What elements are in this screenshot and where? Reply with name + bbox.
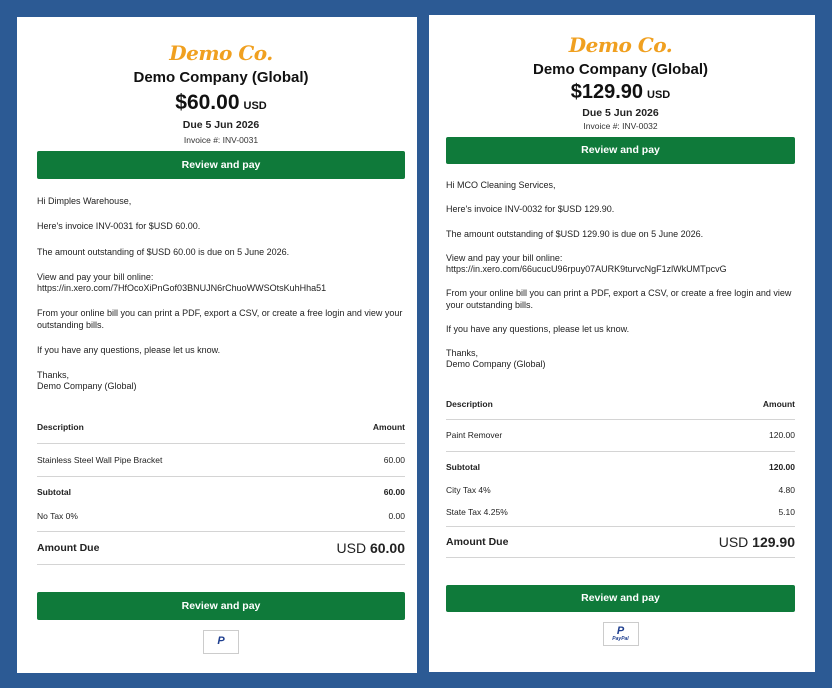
invoice-email-right	[429, 15, 815, 672]
message-line: From your online bill you can print a PDF, export a CSV, or create a free login and view your outstanding bills.	[446, 288, 792, 310]
bill-link[interactable]: https://in.xero.com/7HfOcoXiPnGof03BNUJN6rChuoWWSOtsKuhHha51	[37, 283, 327, 293]
message-line: View and pay your bill online:	[446, 252, 563, 263]
paypal-wordmark: PayPal	[612, 635, 629, 642]
message-line: Here's invoice INV-0031 for $USD 60.00.	[37, 221, 201, 232]
invoice-number: Invoice #: INV-0031	[183, 135, 259, 145]
amount-due-row	[446, 527, 795, 557]
table-row	[446, 420, 795, 451]
amount-due-row	[37, 532, 405, 564]
amount-due-currency: USD	[336, 539, 367, 556]
subtotal-value: 60.00	[383, 486, 405, 497]
review-and-pay-button[interactable]: Review and pay	[37, 151, 405, 179]
due-date: Due 5 Jun 2026	[182, 119, 260, 131]
amount-value: $60.00	[175, 91, 240, 114]
invoice-number: Invoice #: INV-0032	[583, 121, 658, 131]
amount-due-value: 129.90	[752, 533, 795, 550]
subtotal-label: Subtotal	[446, 461, 480, 472]
item-amount: 120.00	[769, 430, 795, 440]
subtotal-row	[446, 452, 795, 482]
invoice-amount	[37, 91, 405, 119]
tax-amount: 0.00	[388, 510, 405, 521]
thanks: Thanks,	[37, 370, 70, 380]
greeting: Hi Dimples Warehouse,	[37, 196, 132, 206]
amount-due-currency: USD	[718, 533, 749, 550]
tax-amount: 4.80	[778, 484, 795, 495]
review-and-pay-button[interactable]: Review and pay	[446, 137, 795, 164]
tax-label: State Tax 4.25%	[446, 506, 508, 517]
message-line: The amount outstanding of $USD 60.00 is due on 5 June 2026.	[37, 246, 290, 257]
signoff: Demo Company (Global)	[37, 381, 137, 392]
company-name: Demo Company (Global)	[133, 69, 309, 86]
col-description: Description	[37, 421, 84, 432]
amount-currency: USD	[243, 100, 267, 112]
message-line: View and pay your bill online:	[37, 271, 154, 282]
paypal-icon: P	[616, 624, 625, 637]
review-and-pay-button-bottom[interactable]: Review and pay	[446, 585, 795, 612]
paypal-badge[interactable]	[603, 622, 639, 646]
tax-label: City Tax 4%	[446, 484, 491, 495]
col-description: Description	[446, 398, 493, 409]
thanks: Thanks,	[446, 348, 479, 358]
table-header	[446, 396, 795, 412]
subtotal-value: 120.00	[769, 461, 795, 472]
tax-label: No Tax 0%	[37, 510, 78, 521]
tax-row	[446, 482, 795, 498]
tax-row	[37, 507, 405, 525]
item-description: Paint Remover	[446, 430, 503, 440]
item-description: Stainless Steel Wall Pipe Bracket	[37, 454, 163, 465]
subtotal-label: Subtotal	[37, 486, 71, 497]
invoice-email-left	[17, 17, 417, 673]
message-line: From your online bill you can print a PDF, export a CSV, or create a free login and view your outstanding bills.	[37, 308, 403, 330]
table-header	[37, 419, 405, 435]
message-line: Here's invoice INV-0032 for $USD 129.90.	[446, 204, 615, 215]
message-line: The amount outstanding of $USD 129.90 is due on 5 June 2026.	[446, 228, 704, 239]
due-date: Due 5 Jun 2026	[582, 107, 659, 119]
table-row	[37, 444, 405, 476]
company-name: Demo Company (Global)	[532, 61, 708, 78]
amount-due-value: 60.00	[369, 539, 405, 556]
message-line: If you have any questions, please let us know.	[37, 344, 221, 355]
bill-link[interactable]: https://in.xero.com/66ucucU96rpuy07AURK9turvcNgF1zlWkUMTpcvG	[446, 264, 727, 274]
company-logo: Demo Co.	[568, 33, 673, 57]
col-amount: Amount	[762, 398, 795, 409]
paypal-icon: P	[217, 635, 225, 647]
tax-row	[446, 498, 795, 526]
amount-due-total	[337, 540, 406, 556]
col-amount: Amount	[372, 421, 405, 432]
item-amount: 60.00	[383, 454, 405, 465]
amount-value: $129.90	[570, 81, 644, 103]
message-line: If you have any questions, please let us know.	[446, 323, 630, 334]
invoice-table	[446, 396, 795, 558]
amount-due-label: Amount Due	[37, 541, 100, 554]
greeting: Hi MCO Cleaning Services,	[446, 180, 556, 190]
invoice-table	[37, 419, 405, 565]
review-and-pay-button-bottom[interactable]: Review and pay	[37, 592, 405, 620]
subtotal-row	[37, 477, 405, 507]
signoff: Demo Company (Global)	[446, 359, 546, 370]
message-body	[37, 196, 405, 393]
invoice-amount	[446, 81, 795, 107]
message-body	[446, 180, 795, 371]
company-logo: Demo Co.	[169, 41, 273, 65]
amount-due-label: Amount Due	[446, 535, 509, 548]
amount-currency: USD	[647, 89, 671, 101]
tax-amount: 5.10	[778, 506, 795, 517]
amount-due-total	[719, 534, 795, 550]
paypal-badge[interactable]	[203, 630, 239, 654]
